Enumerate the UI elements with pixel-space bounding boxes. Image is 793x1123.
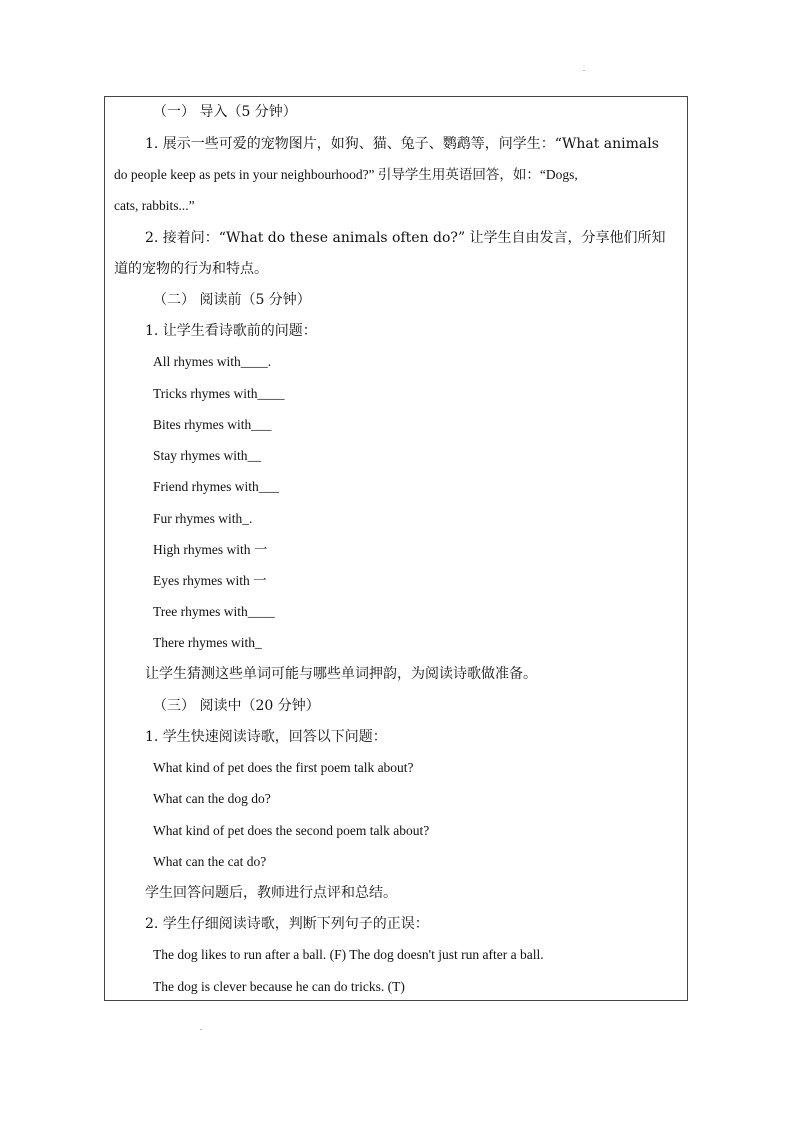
scan-speck [200,1029,202,1030]
while-reading-item-1: 1. 学生快速阅读诗歌，回答以下问题： [145,729,387,745]
scan-speck [583,70,585,71]
true-false-statement: The dog likes to run after a ball. (F) The dog doesn't just run after a ball. [153,947,544,962]
rhyme-prompt: All rhymes with____. [153,354,272,369]
section-heading-while-reading: （三） 阅读中（20 分钟） [153,698,320,714]
comprehension-question: What can the dog do? [153,791,271,806]
intro-item-2-line-2: 道的宠物的行为和特点。 [114,261,268,277]
pre-reading-note: 让学生猜测这些单词可能与哪些单词押韵，为阅读诗歌做准备。 [145,666,537,682]
section-heading-intro: （一） 导入（5 分钟） [153,104,297,120]
intro-item-1-line-3: cats, rabbits...” [114,198,195,213]
rhyme-prompt: Friend rhymes with___ [153,479,279,494]
rhyme-prompt: High rhymes with 一 [153,542,268,557]
intro-item-1-line-2: do people keep as pets in your neighbourhood?” 引导学生用英语回答，如：“Dogs, [114,167,578,182]
rhyme-prompt: There rhymes with_ [153,635,262,650]
rhyme-prompt: Bites rhymes with___ [153,417,272,432]
intro-item-1-line-1: 1. 展示一些可爱的宠物图片，如狗、猫、兔子、鹦鹉等，问学生：“What animals [145,136,659,152]
section-heading-pre-reading: （二） 阅读前（5 分钟） [153,292,311,308]
rhyme-prompt: Stay rhymes with__ [153,448,261,463]
rhyme-prompt: Tree rhymes with____ [153,604,275,619]
comprehension-question: What can the cat do? [153,854,267,869]
comprehension-question: What kind of pet does the second poem talk about? [153,823,430,838]
while-reading-note: 学生回答问题后，教师进行点评和总结。 [145,885,397,901]
rhyme-prompt: Fur rhymes with_. [153,511,253,526]
intro-item-2-line-1: 2. 接着问：“What do these animals often do?” 让学生自由发言，分享他们所知 [145,230,666,246]
comprehension-question: What kind of pet does the first poem talk about? [153,760,414,775]
while-reading-item-2: 2. 学生仔细阅读诗歌，判断下列句子的正误： [145,916,429,932]
true-false-statement: The dog is clever because he can do tricks. (T) [153,979,405,994]
rhyme-prompt: Eyes rhymes with 一 [153,573,267,588]
rhyme-prompt: Tricks rhymes with____ [153,386,285,401]
pre-reading-item-1: 1. 让学生看诗歌前的问题： [145,323,317,339]
